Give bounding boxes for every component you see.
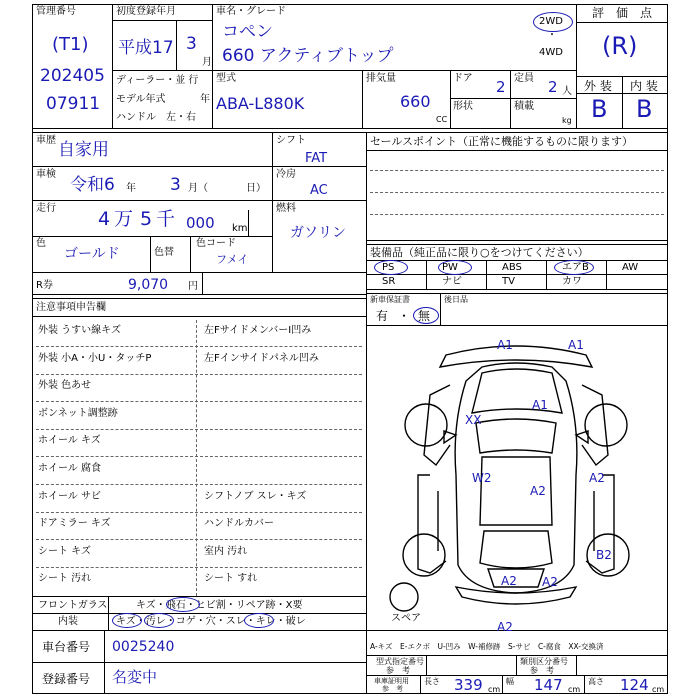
interior-grade: B bbox=[636, 95, 653, 123]
width-unit: cm bbox=[568, 685, 581, 694]
chassis-value: 0025240 bbox=[112, 639, 175, 655]
car-grade: 660 アクティブトップ bbox=[222, 46, 394, 66]
inspection-year-unit: 年 bbox=[126, 183, 136, 194]
note-right-1: 左Fインサイドパネル凹み bbox=[204, 352, 319, 364]
score-label: 評 価 点 bbox=[592, 6, 653, 20]
ac-value: AC bbox=[310, 183, 328, 198]
vehicle-cert-label: 車庫証明用 bbox=[374, 677, 409, 685]
width-label: 幅 bbox=[506, 677, 514, 686]
interior-label: 内 装 bbox=[630, 79, 658, 93]
score-value: (R) bbox=[602, 32, 638, 60]
mark-roof: A2 bbox=[530, 484, 546, 498]
note-right-7: ハンドルカバー bbox=[204, 518, 274, 530]
mileage-man: 万 bbox=[114, 208, 134, 230]
capacity-label: 定員 bbox=[514, 73, 534, 84]
length-unit: cm bbox=[488, 685, 501, 694]
note-left-8: シート キズ bbox=[38, 545, 91, 557]
height-label: 高さ bbox=[588, 677, 604, 686]
model-year-label: モデル年式 bbox=[116, 94, 166, 105]
mileage-b: 5 bbox=[140, 208, 153, 230]
equip-row1-1: PW bbox=[442, 262, 458, 273]
month-unit: 月 bbox=[202, 57, 212, 68]
mark-right-door: A2 bbox=[589, 471, 605, 485]
vehicle-cert-ref: 参 考 bbox=[382, 685, 403, 693]
height-value: 124 bbox=[620, 676, 649, 694]
history-label: 車歴 bbox=[36, 135, 56, 146]
width-value: 147 bbox=[534, 676, 563, 694]
length-label: 長さ bbox=[424, 677, 440, 686]
note-right-8: 室内 汚れ bbox=[204, 545, 248, 557]
mgmt-number-2: 07911 bbox=[46, 94, 101, 114]
glass-label: フロントガラス bbox=[38, 600, 108, 611]
inspection-day-unit: 日） bbox=[246, 183, 266, 194]
warranty-yes: 有 bbox=[376, 309, 389, 323]
fuel-label: 燃料 bbox=[276, 203, 296, 214]
equip-row2-1: ナビ bbox=[442, 276, 462, 287]
equip-pw-circle bbox=[438, 260, 472, 275]
note-divider bbox=[36, 484, 362, 485]
car-name: コペン bbox=[222, 22, 273, 42]
note-divider bbox=[36, 374, 362, 375]
mark-front-bumper-left: A1 bbox=[497, 338, 513, 352]
inspection-era: 令和6 bbox=[70, 175, 115, 195]
fuel-value: ガソリン bbox=[290, 225, 346, 241]
exterior-grade: B bbox=[591, 95, 608, 123]
class-ref: 参 考 bbox=[530, 666, 554, 675]
recycle-value: 9,070 bbox=[128, 277, 169, 293]
sales-points-label: セールスポイント（正常に機能するものに限ります） bbox=[370, 135, 634, 148]
equip-row1-4: AW bbox=[622, 262, 639, 273]
damage-legend: A-キズ E-エクボ U-凹み W-補修跡 S-サビ C-腐食 XX-交換済 bbox=[370, 642, 604, 651]
interior-scratch-circle bbox=[112, 613, 142, 628]
note-divider bbox=[36, 456, 362, 457]
note-divider bbox=[36, 512, 362, 513]
first-reg-label: 初度登録年月 bbox=[116, 6, 176, 17]
km-unit: km bbox=[232, 223, 248, 234]
mgmt-label: 管理番号 bbox=[36, 6, 76, 17]
spare-label: スペア bbox=[391, 613, 421, 624]
warranty-label: 新車保証書 bbox=[370, 295, 410, 304]
color-code-label: 色コード bbox=[196, 238, 236, 249]
kg-unit: kg bbox=[562, 116, 572, 125]
warranty-no: 無 bbox=[418, 309, 431, 323]
note-left-6: ホイール サビ bbox=[38, 490, 101, 502]
equip-row2-3: カワ bbox=[562, 276, 582, 287]
load-label: 積載 bbox=[514, 101, 534, 112]
class-label: 類別区分番号 bbox=[520, 657, 568, 666]
inspection-label: 車検 bbox=[36, 169, 56, 180]
displacement-value: 660 bbox=[400, 92, 431, 111]
glass-chip-circle bbox=[166, 597, 200, 612]
note-divider bbox=[36, 539, 362, 540]
color-label: 色 bbox=[36, 238, 46, 249]
mileage-c: 000 bbox=[186, 214, 215, 232]
note-right-0: 左FサイドメンバーI凹み bbox=[204, 325, 312, 336]
first-reg-month: 3 bbox=[186, 34, 197, 54]
note-right-9: シート すれ bbox=[204, 573, 258, 585]
door-label: ドア bbox=[453, 73, 473, 84]
warranty-no-circle bbox=[413, 307, 439, 324]
capacity-value: 2 bbox=[548, 78, 558, 96]
type-cert-ref: 参 考 bbox=[386, 666, 410, 675]
interior-row-items: キズ・汚レ・コゲ・穴・スレ・キレ・破レ bbox=[116, 616, 306, 627]
equip-row1-3: エアB bbox=[562, 262, 589, 273]
note-left-9: シート 汚れ bbox=[38, 573, 92, 585]
manual-label: 後日品 bbox=[444, 295, 468, 304]
notes-label: 注意事項申告欄 bbox=[36, 302, 106, 313]
reg-value: 名変中 bbox=[112, 668, 158, 686]
mark-left-front-fender: XX bbox=[465, 413, 482, 427]
dealer-label: ディーラー・並 行 bbox=[116, 75, 199, 86]
mark-hood: A1 bbox=[532, 398, 548, 412]
note-right-6: シフトノブ スレ・キズ bbox=[204, 490, 307, 502]
mark-right-rear-quarter: A2 bbox=[542, 575, 558, 589]
type-label: 型式 bbox=[216, 73, 236, 84]
reg-label: 登録番号 bbox=[42, 672, 91, 686]
note-left-4: ホイール キズ bbox=[38, 435, 101, 447]
mgmt-number-1: 202405 bbox=[40, 66, 105, 86]
equip-ps-circle bbox=[374, 260, 408, 275]
equip-row2-0: SR bbox=[382, 276, 396, 287]
drive-2wd: 2WD bbox=[539, 16, 563, 27]
name-label: 車名・グレード bbox=[216, 6, 286, 17]
inspection-month-unit: 月（ bbox=[188, 183, 208, 194]
interior-row-label: 内装 bbox=[58, 616, 78, 627]
year-unit: 年 bbox=[200, 94, 210, 105]
mgmt-code: (T1) bbox=[52, 34, 89, 55]
displacement-label: 排気量 bbox=[366, 73, 396, 84]
type-cert-label: 型式指定番号 bbox=[376, 657, 424, 666]
drive-dot: ・ bbox=[547, 30, 557, 41]
yen-unit: 円 bbox=[188, 281, 198, 292]
mark-rear-bumper: A2 bbox=[497, 620, 513, 634]
interior-dirt-circle bbox=[144, 613, 174, 628]
shift-value: FAT bbox=[305, 151, 328, 166]
equipment-label: 装備品（純正品に限り○をつけてください） bbox=[370, 246, 589, 259]
color-change-label: 色替 bbox=[154, 247, 174, 258]
equip-row1-0: PS bbox=[382, 262, 395, 273]
glass-items: キズ・飛石・ヒビ割・リペア跡・X要 bbox=[136, 600, 303, 611]
mark-trunk: A2 bbox=[501, 574, 517, 588]
first-reg-era: 平成17 bbox=[118, 38, 174, 58]
color-value: ゴールド bbox=[64, 246, 120, 262]
drive-4wd: 4WD bbox=[539, 47, 563, 58]
handle-label: ハンドル 左・右 bbox=[116, 112, 196, 123]
note-left-0: 外装 うすい線キズ bbox=[38, 325, 121, 336]
note-divider bbox=[36, 401, 362, 402]
ac-label: 冷房 bbox=[276, 169, 296, 180]
length-value: 339 bbox=[454, 676, 483, 694]
recycle-label: R券 bbox=[36, 280, 53, 291]
equip-row1-2: ABS bbox=[502, 262, 522, 273]
mark-left-door: W2 bbox=[472, 471, 492, 485]
mileage-sen: 千 bbox=[156, 208, 176, 230]
shift-label: シフト bbox=[276, 135, 306, 146]
chassis-label: 車台番号 bbox=[42, 640, 91, 654]
history-value: 自家用 bbox=[58, 140, 109, 160]
note-left-7: ドアミラー キズ bbox=[38, 518, 111, 530]
door-value: 2 bbox=[496, 78, 506, 96]
equip-airbag-circle bbox=[554, 260, 594, 275]
equip-row2-2: TV bbox=[502, 276, 515, 287]
inspection-month: 3 bbox=[170, 175, 181, 195]
exterior-label: 外 装 bbox=[584, 79, 612, 93]
note-left-1: 外装 小A・小U・タッチP bbox=[38, 352, 152, 364]
interior-scuff-circle bbox=[244, 613, 274, 628]
type-value: ABA-L880K bbox=[216, 94, 305, 113]
note-left-5: ホイール 腐食 bbox=[38, 463, 101, 474]
cc-unit: CC bbox=[436, 115, 448, 124]
note-left-3: ボンネット調整跡 bbox=[38, 407, 118, 419]
capacity-unit: 人 bbox=[562, 86, 572, 97]
note-divider bbox=[36, 429, 362, 430]
note-divider bbox=[36, 346, 362, 347]
height-unit: cm bbox=[652, 685, 665, 694]
shape-label: 形状 bbox=[453, 101, 473, 112]
warranty-dot: ・ bbox=[398, 309, 411, 323]
mileage-a: 4 bbox=[98, 208, 111, 230]
note-left-2: 外装 色あせ bbox=[38, 380, 92, 392]
mark-front-bumper-right: A1 bbox=[568, 338, 584, 352]
mileage-label: 走行 bbox=[36, 203, 56, 214]
mark-right-rear-fender: B2 bbox=[596, 548, 612, 562]
note-divider bbox=[36, 567, 362, 568]
color-code-value: フメイ bbox=[216, 253, 249, 266]
car-damage-diagram bbox=[366, 325, 668, 630]
